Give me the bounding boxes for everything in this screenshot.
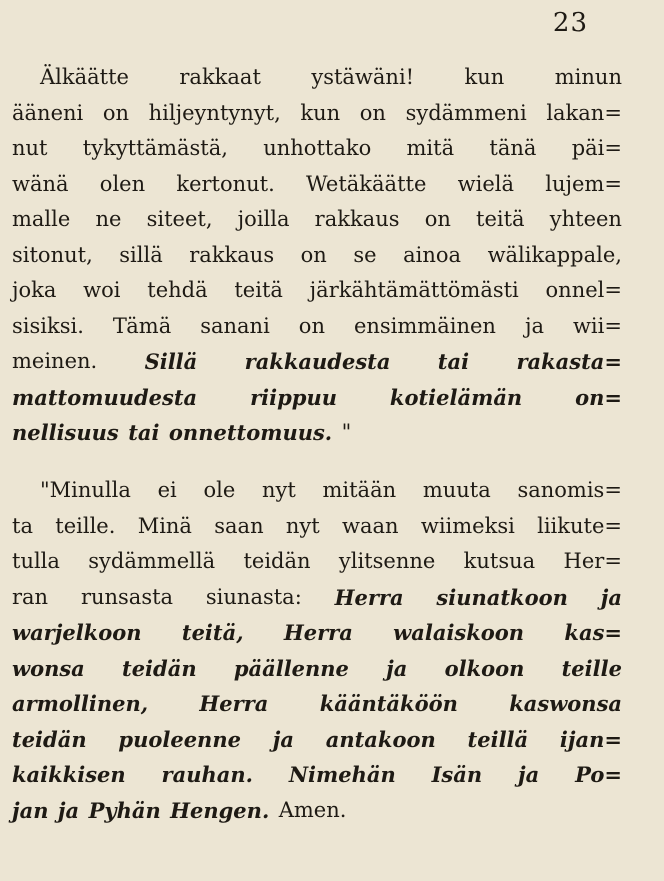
word: olkoon [444, 655, 525, 681]
text-line [12, 722, 622, 758]
word: ne [95, 207, 122, 231]
word: lakan= [546, 100, 622, 125]
text-line [12, 273, 622, 309]
word: Isän [431, 762, 483, 787]
word: Nimehän [288, 762, 396, 787]
word: on [359, 100, 386, 125]
word: teidän [243, 549, 311, 573]
word: siunatkoon [436, 584, 568, 610]
word: waan [342, 513, 399, 538]
word: liikute= [537, 513, 622, 538]
text-line [12, 793, 622, 829]
word: lujem= [545, 171, 622, 196]
word: wielä [457, 171, 514, 196]
word: nyt [285, 513, 320, 538]
word: on [300, 242, 327, 267]
word: teille [561, 655, 622, 681]
word: Älkäätte [40, 65, 129, 89]
word: Wetäkäätte [306, 171, 427, 196]
word: ja [57, 797, 80, 823]
word: teillä [467, 726, 529, 752]
word: kotielämän [389, 384, 523, 410]
word: teitä [234, 278, 283, 302]
word: rakasta= [516, 349, 622, 374]
word: rakkaus [314, 207, 400, 231]
word: onnettomuus. [168, 420, 333, 445]
word: malle [12, 207, 71, 231]
word: Herra [199, 691, 269, 716]
word: sydämmeni [405, 100, 527, 125]
word: on= [575, 384, 622, 410]
word: wiimeksi [420, 513, 515, 538]
word: saan [214, 513, 264, 538]
word: ei [157, 478, 177, 502]
word: rakkaudesta [244, 349, 391, 374]
text-line [12, 344, 622, 380]
text-line [12, 509, 622, 545]
word: sitonut, [12, 242, 93, 267]
word: riippuu [250, 384, 338, 410]
word: ainoa [403, 242, 462, 267]
word: ta [12, 513, 33, 538]
word: joilla [237, 207, 290, 231]
text-line [12, 131, 622, 167]
word: kas= [564, 620, 622, 645]
word: antakoon [325, 726, 436, 752]
word: tulla [12, 549, 60, 573]
word: teidän [122, 655, 197, 681]
word: ijan= [559, 726, 622, 752]
word: wonsa [12, 655, 85, 681]
word: nyt [261, 478, 296, 502]
word: sanani [200, 313, 270, 338]
text-line [12, 380, 622, 416]
word: puoleenne [118, 726, 241, 752]
word: siteet, [146, 207, 213, 231]
word: kutsua [463, 549, 536, 573]
text-line [12, 96, 622, 132]
word: unhottako [263, 136, 372, 160]
word: nellisuus [12, 420, 119, 445]
word: järkähtämättömästi [309, 278, 519, 302]
word: on [424, 207, 451, 231]
word: rakkaus [189, 242, 275, 267]
word: mitään [322, 478, 397, 502]
word: kun [464, 65, 505, 89]
word: Po= [575, 762, 622, 787]
word: warjelkoon [12, 620, 142, 645]
text-line [12, 473, 622, 509]
text-line [12, 202, 622, 238]
word: sisiksi. [12, 313, 84, 338]
text-line [12, 615, 622, 651]
word: rauhan. [161, 762, 253, 787]
word: ole [203, 478, 236, 502]
word: Herra [283, 620, 353, 645]
word: ystäwäni! [311, 65, 415, 89]
word: onnel= [545, 278, 622, 302]
word: Herra [334, 584, 404, 610]
word: ensimmäinen [353, 313, 496, 338]
word: on [102, 100, 130, 125]
text-line [12, 757, 622, 793]
word: tehdä [147, 278, 208, 302]
word: tai [128, 420, 160, 445]
paragraph [12, 473, 622, 828]
word: jan [12, 797, 49, 823]
word: teitä, [181, 620, 244, 645]
word: wii= [572, 313, 622, 338]
word: ja [518, 762, 540, 787]
word: päällenne [233, 655, 349, 681]
word: wälikappale, [487, 242, 622, 267]
text-line [12, 415, 622, 451]
word: teidän [12, 726, 87, 752]
word: yhteen [549, 207, 622, 231]
paragraph [12, 60, 622, 451]
word: ylitsenne [338, 549, 436, 573]
word: kaswonsa [509, 691, 622, 716]
word: tai [437, 349, 470, 374]
word: runsasta [80, 584, 174, 609]
word: rakkaat [179, 65, 261, 89]
word: Her= [563, 549, 622, 573]
text-line [12, 60, 622, 96]
text-line [12, 544, 622, 580]
text-line [12, 309, 622, 345]
word: Amen. [278, 797, 347, 822]
text-line [12, 580, 622, 616]
word: sydämmellä [88, 549, 216, 573]
word: ran [12, 584, 49, 609]
word: tänä [489, 136, 537, 160]
word: joka [12, 278, 57, 302]
word: ja [272, 726, 294, 752]
word: woi [83, 278, 121, 302]
word: Hengen. [170, 797, 270, 823]
word: " [341, 420, 352, 444]
text-line [12, 238, 622, 274]
word: hiljeyntynyt, [148, 100, 281, 125]
word: muuta [422, 478, 491, 502]
word: Tämä [112, 313, 172, 338]
word: Pyhän [88, 797, 161, 823]
word: siunasta: [205, 584, 302, 609]
word: armollinen, [12, 691, 149, 716]
word: ja [524, 313, 544, 338]
word: ja [600, 584, 622, 610]
word: olen [99, 171, 146, 196]
word: teille. [55, 513, 116, 538]
word: mattomuudesta [12, 384, 198, 410]
word: nut [12, 136, 48, 160]
word: Minä [137, 513, 192, 538]
word: tykyttämästä, [82, 136, 228, 160]
word: "Minulla [40, 478, 131, 502]
word: päi= [571, 136, 622, 160]
word: kääntäköön [319, 691, 458, 716]
word: teitä [476, 207, 525, 231]
word: meinen. [12, 349, 98, 373]
word: kaikkisen [12, 762, 126, 787]
word: kun [300, 100, 341, 125]
word: kertonut. [176, 171, 275, 196]
word: ja [386, 655, 408, 681]
text-line [12, 651, 622, 687]
word: se [353, 242, 377, 267]
word: ääneni [12, 100, 84, 125]
word: Sillä [144, 349, 198, 374]
word: sillä [119, 242, 163, 267]
word: walaiskoon [393, 620, 525, 645]
word: wänä [12, 171, 69, 196]
word: sanomis= [517, 478, 622, 502]
word: mitä [406, 136, 455, 160]
word: minun [554, 65, 622, 89]
text-line [12, 686, 622, 722]
word: on [298, 313, 325, 338]
page-number: 23 [552, 8, 588, 38]
text-line [12, 167, 622, 203]
